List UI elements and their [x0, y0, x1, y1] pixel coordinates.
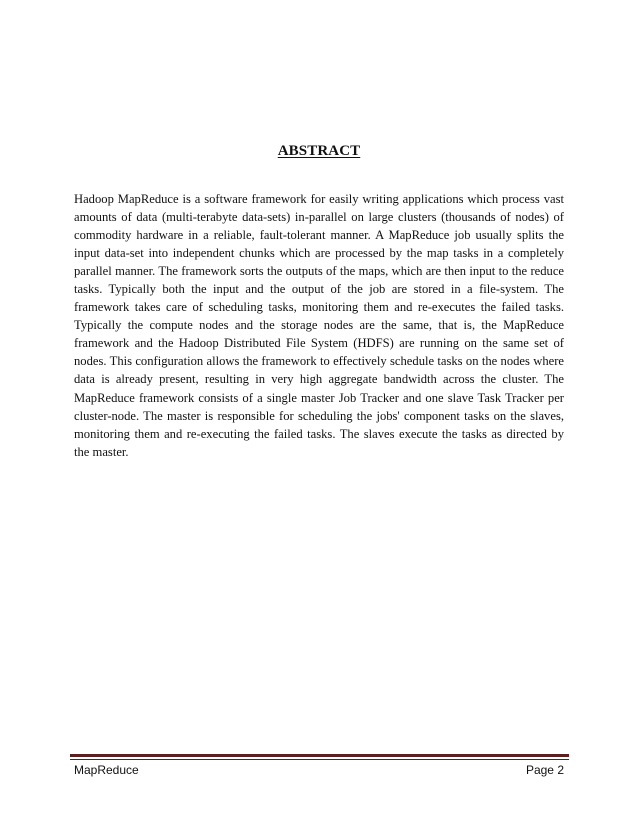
footer-rule-thin	[70, 759, 569, 760]
abstract-body	[74, 190, 564, 461]
footer-document-name: MapReduce	[74, 763, 139, 777]
footer-page-number: Page 2	[525, 763, 564, 777]
footer-rule-thick	[70, 754, 569, 757]
abstract-paragraph: Hadoop MapReduce is a software framework for easily writing applications which process vast amounts of data (multi-terabyte data-sets) in-parallel on large clusters (thousands of nodes) of commodity hardware in a reliable, fault-tolerant manner. A MapReduce job usually splits the input data-set into independent chunks which are processed by the map tasks in a completely parallel manner. The framework sorts the outputs of the maps, which are then input to the reduce tasks. Typically both the input and the output of the job are stored in a file-system. The framework takes care of scheduling tasks, monitoring them and re-executes the failed tasks. Typically the compute nodes and the storage nodes are the same, that is, the MapReduce framework and the Hadoop Distributed File System (HDFS) are running on the same set of nodes. This configuration allows the framework to effectively schedule tasks on the nodes where data is already present, resulting in very high aggregate bandwidth across the cluster. The MapReduce framework consists of a single master Job Tracker and one slave Task Tracker per cluster-node. The master is responsible for scheduling the jobs' component tasks on the slaves, monitoring them and re-executing the failed tasks. The slaves execute the tasks as directed by the master.	[74, 192, 564, 459]
page-title: ABSTRACT	[277, 143, 361, 159]
